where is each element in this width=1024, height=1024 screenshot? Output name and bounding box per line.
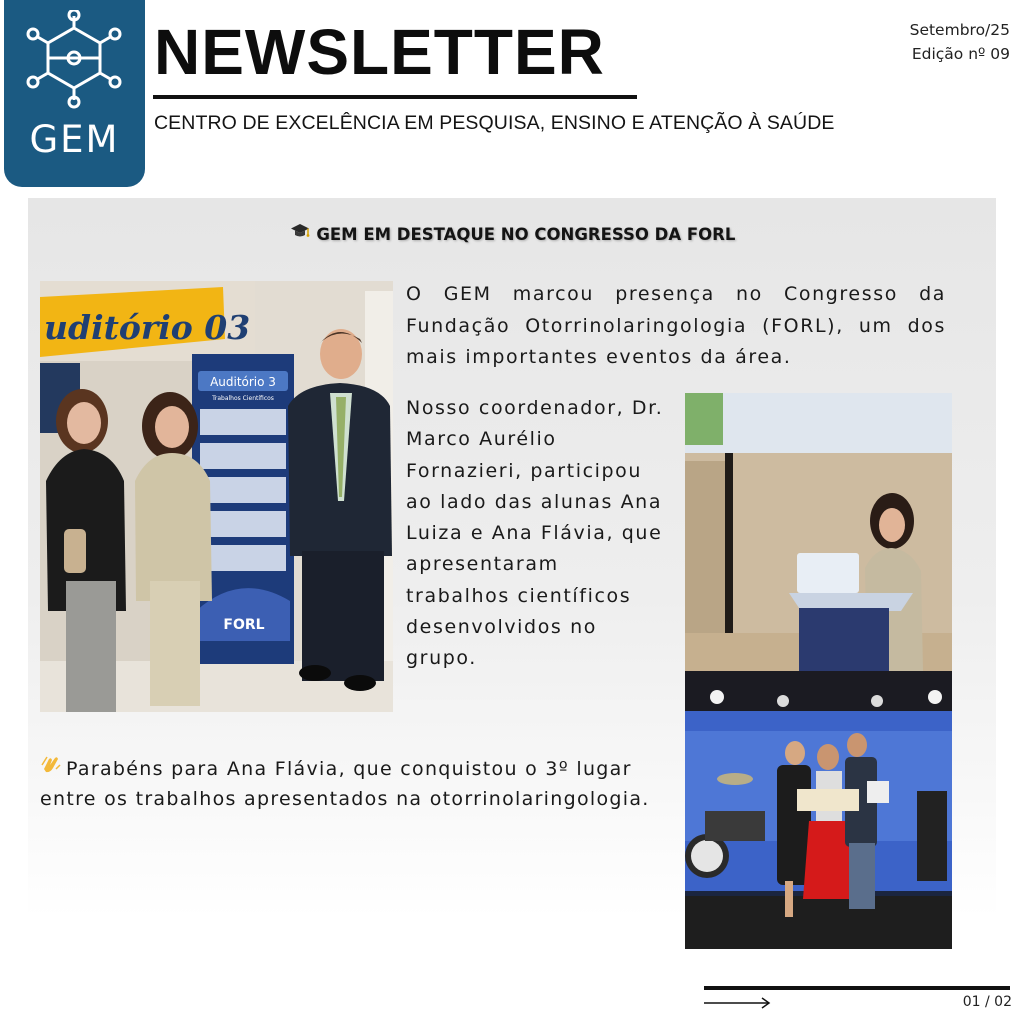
title-divider (153, 95, 637, 99)
footer-divider (704, 986, 1010, 990)
edition-number: Edição nº 09 (911, 45, 1010, 63)
congratulations-text: Parabéns para Ana Flávia, que conquistou o 3º lugar entre os trabalhos apresentados na otorrinolaringologia. (40, 758, 650, 810)
paragraph-congratulations (40, 754, 660, 814)
edition-date: Setembro/25 (909, 21, 1010, 39)
photo-award-stage (685, 671, 952, 949)
clapping-hands-icon (40, 754, 66, 784)
paragraph-coordinator: Nosso coordenador, Dr. Marco Aurélio Fornazieri, participou ao lado das alunas Ana Luiza e Ana Flávia, que apresentaram trabalhos científicos desenvolvidos no grupo. (406, 397, 664, 670)
banner-title: Auditório 3 (210, 375, 276, 389)
arrow-right-icon (704, 995, 774, 1011)
photo-auditorium-group (40, 281, 393, 712)
article-heading (0, 222, 1024, 244)
gem-logo (4, 0, 145, 187)
newsletter-subtitle: CENTRO DE EXCELÊNCIA EM PESQUISA, ENSINO E ATENÇÃO À SAÚDE (154, 112, 835, 134)
photo-presentation (685, 393, 952, 671)
banner-subtitle: Trabalhos Científicos (212, 395, 274, 402)
paragraph-intro: O GEM marcou presença no Congresso da Fundação Otorrinolaringologia (FORL), um dos mais importantes eventos da área. (406, 283, 946, 368)
molecule-icon (22, 10, 127, 110)
edition-info (910, 18, 1010, 66)
article-heading-text: GEM EM DESTAQUE NO CONGRESSO DA FORL (316, 225, 736, 244)
auditorium-sign-text: uditório 03 (44, 308, 251, 347)
newsletter-title: NEWSLETTER (154, 16, 605, 88)
page-number: 01 / 02 (962, 994, 1012, 1010)
graduation-cap-icon (289, 222, 311, 244)
banner-logo: FORL (223, 617, 265, 633)
logo-text: GEM (29, 118, 120, 161)
